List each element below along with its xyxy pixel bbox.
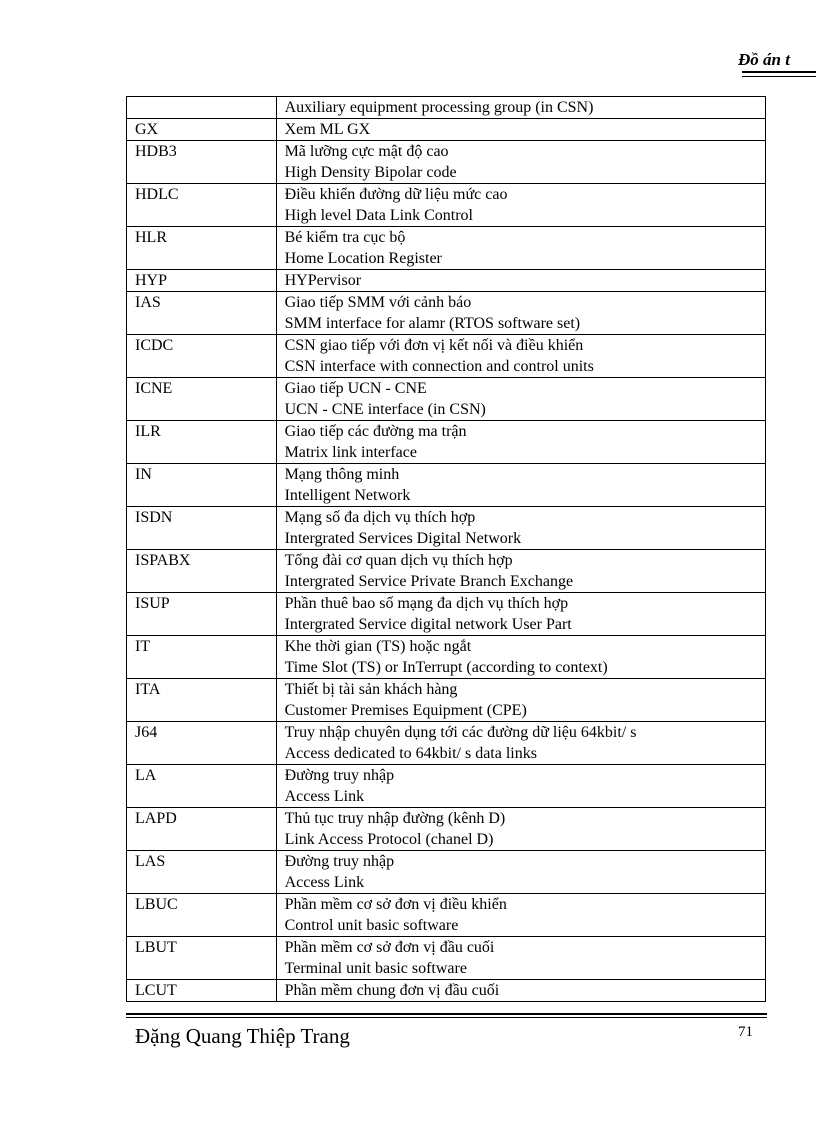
description-cell (276, 270, 765, 292)
description-cell (276, 593, 765, 636)
description-line: Phần mềm cơ sở đơn vị đầu cuối (284, 939, 495, 956)
table-row (127, 421, 766, 464)
abbreviation-cell: ISDN (127, 507, 277, 550)
table-row (127, 636, 766, 679)
table-row (127, 593, 766, 636)
description-cell (276, 119, 765, 141)
abbreviation-cell: HLR (127, 227, 277, 270)
description-cell (276, 421, 765, 464)
table-row (127, 292, 766, 335)
description-line: Giao tiếp SMM với cảnh báo (284, 294, 472, 311)
description-line: Customer Premises Equipment (CPE) (284, 702, 527, 719)
abbreviation-cell: IT (127, 636, 277, 679)
description-line: Access Link (284, 874, 365, 891)
table-row (127, 507, 766, 550)
description-line: Mã lưỡng cực mật độ cao (284, 143, 449, 160)
description-line: Giao tiếp UCN - CNE (284, 380, 427, 397)
description-cell (276, 335, 765, 378)
glossary-body (127, 97, 766, 1002)
description-line: Phần mềm cơ sở đơn vị điều khiển (284, 896, 507, 913)
description-line: SMM interface for alamr (RTOS software set) (284, 315, 581, 332)
table-row (127, 550, 766, 593)
description-cell (276, 636, 765, 679)
abbreviation-cell: J64 (127, 722, 277, 765)
table-row (127, 937, 766, 980)
description-line: Intergrated Services Digital Network (284, 530, 522, 547)
description-cell (276, 937, 765, 980)
abbreviation-cell: LAS (127, 851, 277, 894)
description-line: Terminal unit basic software (284, 960, 467, 977)
description-line: High level Data Link Control (284, 207, 473, 224)
description-cell (276, 722, 765, 765)
description-cell (276, 980, 765, 1002)
abbreviation-cell: LBUT (127, 937, 277, 980)
table-row (127, 184, 766, 227)
description-cell (276, 464, 765, 507)
table-row (127, 679, 766, 722)
table-row (127, 141, 766, 184)
description-cell (276, 292, 765, 335)
abbreviation-cell: HDB3 (127, 141, 277, 184)
table-row (127, 765, 766, 808)
table-row (127, 808, 766, 851)
description-line: Phần mềm chung đơn vị đầu cuối (284, 982, 500, 999)
description-line: Matrix link interface (284, 444, 417, 461)
abbreviation-cell: IAS (127, 292, 277, 335)
description-cell (276, 227, 765, 270)
description-cell (276, 765, 765, 808)
description-line: Auxiliary equipment processing group (in CSN) (284, 99, 594, 116)
glossary-table (126, 96, 766, 1002)
abbreviation-cell: ICDC (127, 335, 277, 378)
running-header-title: Đồ án t (738, 50, 790, 69)
description-line: Tổng đài cơ quan dịch vụ thích hợp (284, 552, 513, 569)
description-line: Intergrated Service Private Branch Exchange (284, 573, 574, 590)
description-cell (276, 851, 765, 894)
description-line: Access Link (284, 788, 365, 805)
description-line: UCN - CNE interface (in CSN) (284, 401, 486, 418)
abbreviation-cell: ITA (127, 679, 277, 722)
footer-rule-thin (126, 1017, 767, 1018)
abbreviation-cell: ILR (127, 421, 277, 464)
description-line: CSN giao tiếp với đơn vị kết nối và điều khiển (284, 337, 584, 354)
description-cell (276, 507, 765, 550)
table-row (127, 335, 766, 378)
description-line: Truy nhập chuyên dụng tới các đường dữ liệu 64kbit/ s (284, 724, 637, 741)
description-line: Mạng số đa dịch vụ thích hợp (284, 509, 476, 526)
description-cell (276, 808, 765, 851)
description-line: Điều khiển đường dữ liệu mức cao (284, 186, 508, 203)
abbreviation-cell: LBUC (127, 894, 277, 937)
description-line: High Density Bipolar code (284, 164, 457, 181)
description-line: Xem ML GX (284, 121, 371, 138)
description-line: Đường truy nhập (284, 767, 395, 784)
table-row (127, 227, 766, 270)
table-row (127, 894, 766, 937)
description-line: CSN interface with connection and control units (284, 358, 594, 375)
abbreviation-cell: HDLC (127, 184, 277, 227)
description-line: Giao tiếp các đường ma trận (284, 423, 467, 440)
description-line: Access dedicated to 64kbit/ s data links (284, 745, 537, 762)
description-line: Khe thời gian (TS) hoặc ngắt (284, 638, 472, 655)
description-cell (276, 378, 765, 421)
table-row (127, 378, 766, 421)
table-row (127, 722, 766, 765)
table-row (127, 270, 766, 292)
description-line: Link Access Protocol (chanel D) (284, 831, 494, 848)
footer-author: Đặng Quang Thiệp Trang (135, 1024, 350, 1048)
description-line: Phần thuê bao số mạng đa dịch vụ thích hợp (284, 595, 569, 612)
abbreviation-cell: IN (127, 464, 277, 507)
description-line: Thiết bị tài sản khách hàng (284, 681, 458, 698)
description-cell (276, 97, 765, 119)
table-row (127, 119, 766, 141)
description-line: Intelligent Network (284, 487, 411, 504)
abbreviation-cell: HYP (127, 270, 277, 292)
abbreviation-cell: ICNE (127, 378, 277, 421)
description-line: Đường truy nhập (284, 853, 395, 870)
description-line: Bé kiểm tra cục bộ (284, 229, 406, 246)
description-cell (276, 894, 765, 937)
description-cell (276, 550, 765, 593)
page-number: 71 (738, 1024, 753, 1040)
abbreviation-cell (127, 97, 277, 119)
abbreviation-cell: GX (127, 119, 277, 141)
description-cell (276, 141, 765, 184)
description-line: Intergrated Service digital network User Part (284, 616, 572, 633)
description-cell (276, 184, 765, 227)
description-line: Mạng thông minh (284, 466, 400, 483)
description-line: Thủ tục truy nhập đường (kênh D) (284, 810, 506, 827)
abbreviation-cell: ISUP (127, 593, 277, 636)
description-line: Time Slot (TS) or InTerrupt (according to context) (284, 659, 608, 676)
description-line: Home Location Register (284, 250, 442, 267)
header-rule (742, 71, 816, 73)
description-line: HYPervisor (284, 272, 362, 289)
abbreviation-cell: LA (127, 765, 277, 808)
header-rule-thin (742, 76, 816, 77)
abbreviation-cell: LAPD (127, 808, 277, 851)
footer-rule (126, 1013, 767, 1015)
description-cell (276, 679, 765, 722)
description-line: Control unit basic software (284, 917, 459, 934)
table-row (127, 851, 766, 894)
table-row (127, 980, 766, 1002)
abbreviation-cell: ISPABX (127, 550, 277, 593)
abbreviation-cell: LCUT (127, 980, 277, 1002)
table-row (127, 464, 766, 507)
table-row (127, 97, 766, 119)
